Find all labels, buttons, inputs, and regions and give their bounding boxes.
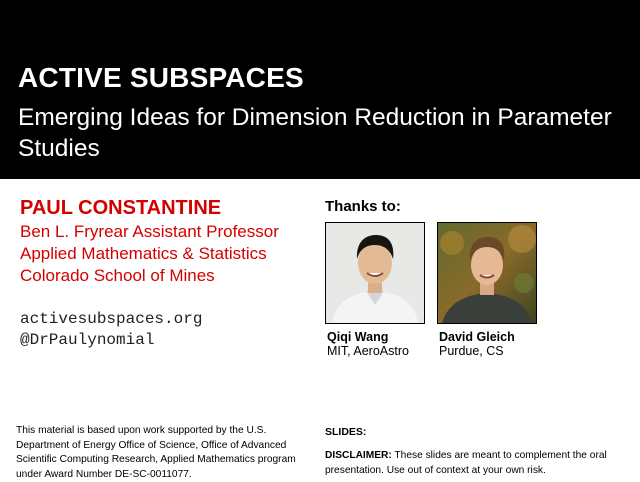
slide-title: ACTIVE SUBSPACES <box>18 62 304 93</box>
author-name: PAUL CONSTANTINE <box>20 197 222 219</box>
photo-qiqi-wang <box>325 222 425 324</box>
twitter-handle[interactable]: @DrPaulynomial <box>20 331 155 349</box>
person-affiliation: MIT, AeroAstro <box>327 344 409 358</box>
slides-label: SLIDES: <box>325 426 367 438</box>
slide-subtitle: Emerging Ideas for Dimension Reduction in Parameter Studies <box>18 104 612 162</box>
thanks-heading: Thanks to: <box>325 198 401 215</box>
disclaimer-label: DISCLAIMER: <box>325 450 392 461</box>
funding-statement: This material is based upon work supported by the U.S. Department of Energy Office of Science, Office of Advanced Scientific Computing Research, Applied Mathematics program under Award Number DE-SC-0011077. <box>16 425 296 480</box>
author-position: Ben L. Fryrear Assistant Professor <box>20 222 279 241</box>
person-name: Qiqi Wang <box>327 330 389 344</box>
disclaimer-text: These slides are meant to complement the oral presentation. Use out of context at your own risk. <box>325 450 607 476</box>
disclaimer <box>325 449 625 478</box>
person-name: David Gleich <box>439 330 515 344</box>
author-school: Colorado School of Mines <box>20 266 215 285</box>
person-affiliation: Purdue, CS <box>439 344 504 358</box>
photo-david-gleich <box>437 222 537 324</box>
website-link[interactable]: activesubspaces.org <box>20 310 203 328</box>
author-department: Applied Mathematics & Statistics <box>20 244 267 263</box>
